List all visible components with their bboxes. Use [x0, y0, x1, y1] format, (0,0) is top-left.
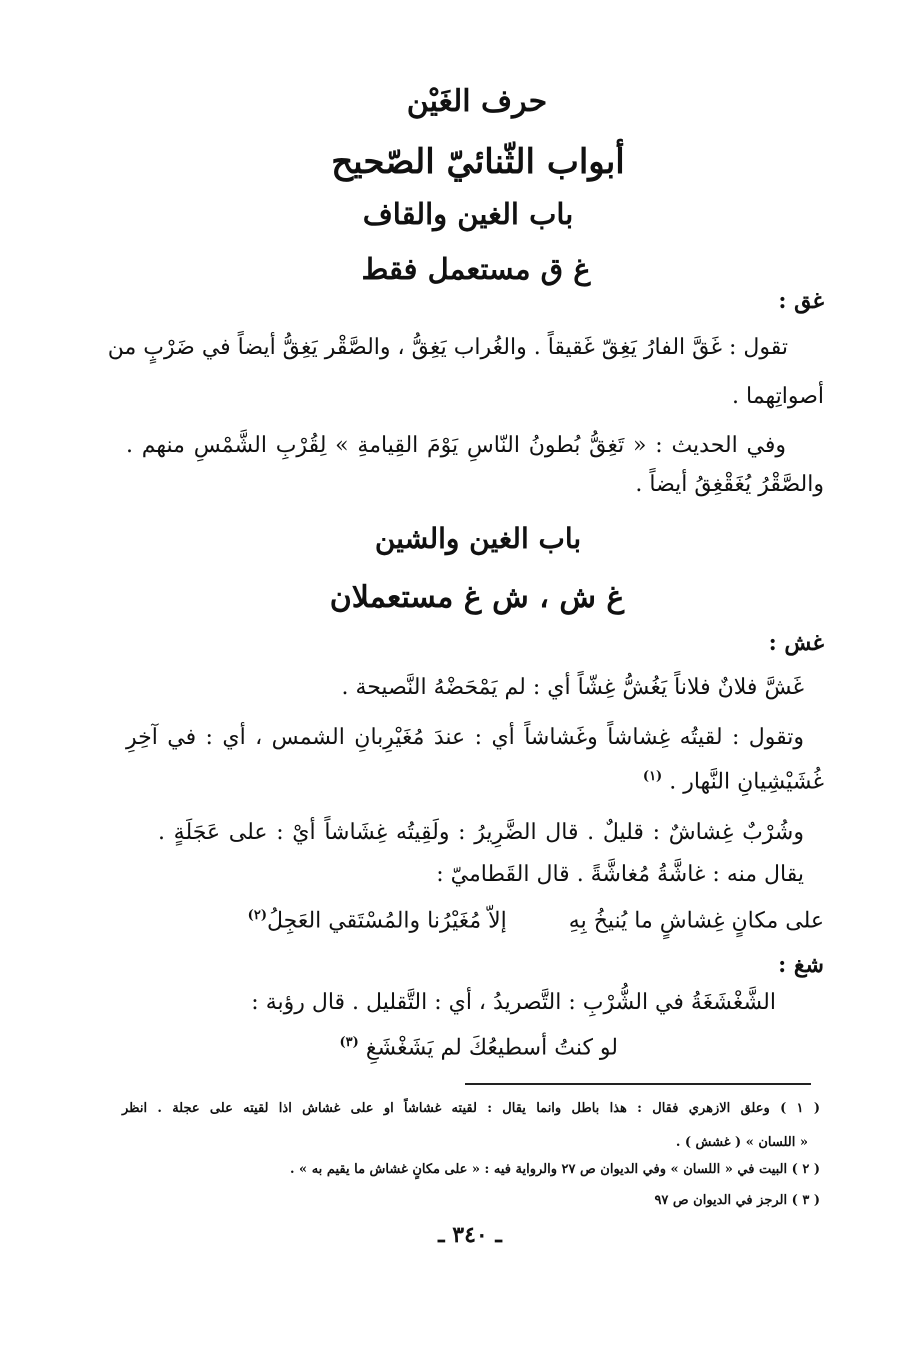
page-number: ـ ٣٤٠ ـ: [438, 1222, 502, 1248]
footnote-divider: [465, 1083, 811, 1085]
body-line-text: غُشَيْشِيانِ النَّهار .: [669, 769, 824, 795]
footnote-marker: (٣): [339, 1035, 359, 1050]
chapter-title-ghain-shin: باب الغين والشين: [374, 522, 582, 555]
entry-heading-shagh: شغ :: [778, 952, 824, 978]
entry-heading-ghash: غش :: [768, 630, 824, 656]
body-line: غَشَّ فلانٌ فلاناً يَغُشُّ غِشّاً أي : لم يَمْحَضْهُ النَّصيحة .: [341, 675, 804, 700]
body-line: يقال منه : غاشَّةُ مُغاشَّةً . قال القَطاميّ :: [436, 862, 804, 887]
footnote-1-continued: « اللسان » ( غشش ) .: [675, 1135, 808, 1150]
rajaz-text: لو كنتُ أسطيعُكَ لم يَشَغْشَغِ: [365, 1035, 618, 1061]
body-line: الشَّغْشَغَةُ في الشُّرْبِ : التَّصريدُ ، أي : التَّقليل . قال رؤبة :: [251, 990, 776, 1015]
footnote-marker: (١): [642, 769, 663, 784]
chapter-roots-ghain-shin: غ ش ، ش غ مستعملان: [329, 580, 625, 615]
rajaz-line: [340, 1035, 618, 1060]
body-line: وفي الحديث : « تَغِقُّ بُطونُ النّاسِ يَوْمَ القِيامةِ » لِقُرْبِ الشَّمْسِ منهم .: [126, 433, 786, 458]
body-line: وتقول : لقيتُه غِشاشاً وغَشاشاً أي : عندَ مُغَيْرِبانِ الشمس ، أي : في آخِرِ: [126, 725, 804, 750]
body-line: [643, 769, 824, 794]
entry-heading-ghaq: غق :: [778, 288, 824, 314]
chapter-title-ghain-qaf: باب الغين والقاف: [362, 197, 574, 231]
chapter-roots-ghain-qaf: غ ق مستعمل فقط: [361, 252, 591, 286]
verse-first-hemistich: على مكانٍ غِشاشٍ ما يُنيخُ بِهِ: [568, 908, 824, 934]
body-line: والصَّقْرُ يُغَقْغِقُ أيضاً .: [635, 472, 824, 497]
letter-title: حرف الغَيْن: [406, 84, 548, 119]
footnote-1: ( ١ ) وعلق الازهري فقال : هذا باطل وانما يقال : لقيته غشاشاً او على غشاش اذا لقيته على عجلة . انظر: [122, 1101, 820, 1116]
footnote-marker: (٢): [247, 908, 267, 923]
verse-line: [118, 908, 824, 933]
footnote-2: ( ٢ ) البيت في « اللسان » وفي الديوان ص ٢٧ والرواية فيه : « على مكانٍ غشاش ما يقيم به » .: [290, 1162, 820, 1177]
footnote-3: ( ٣ ) الرجز في الديوان ص ٩٧: [654, 1193, 820, 1208]
body-line: أصواتِهما .: [732, 384, 824, 409]
section-title: أبواب الثّنائيّ الصّحيح: [331, 142, 625, 182]
verse-second-hemistich: إلاّ مُغَيْرُنا والمُسْتَقي العَجِلُ: [266, 908, 507, 934]
body-line: تقول : غَقَّ الفارُ يَغِقّ غَقيقاً . والغُراب يَغِقُّ ، والصَّقْر يَغِقُّ أيضاً في ضَرْبٍ من: [107, 335, 788, 360]
body-line: وشُرْبٌ غِشاشٌ : قليلٌ . قال الضَّرِيرُ : ولَقِيتُه غِشَاشاً أيْ : على عَجَلَةٍ .: [158, 820, 804, 845]
